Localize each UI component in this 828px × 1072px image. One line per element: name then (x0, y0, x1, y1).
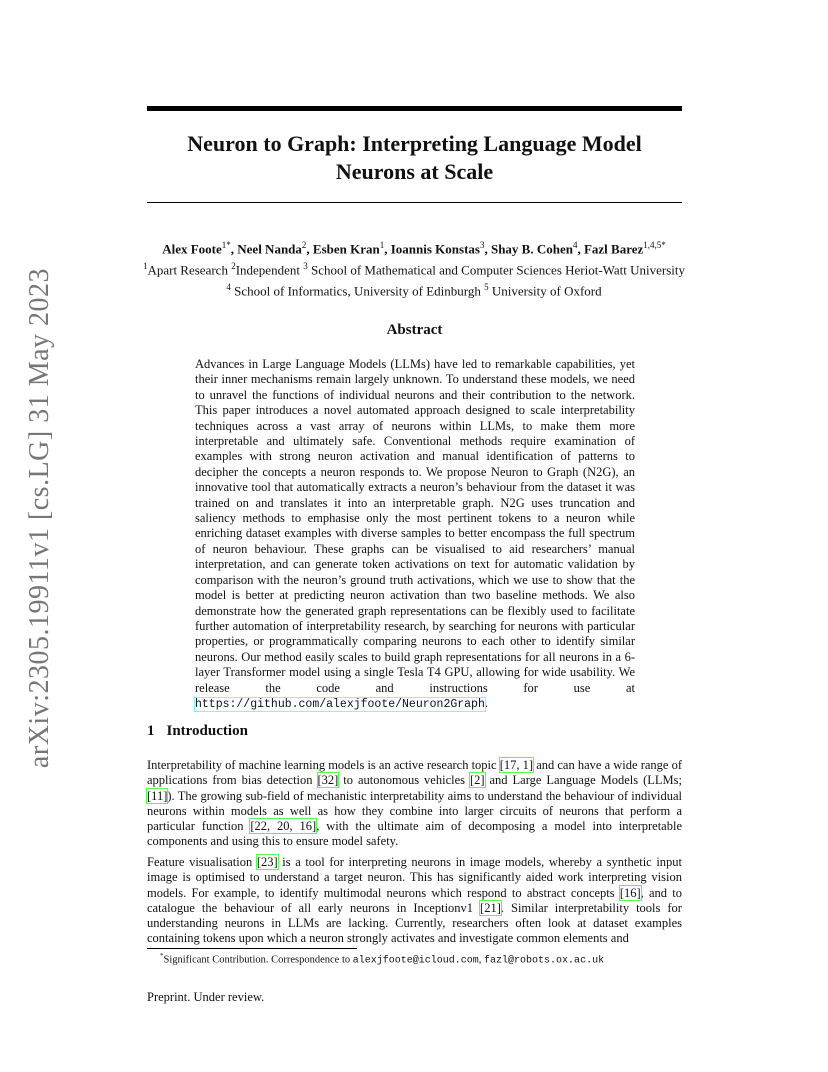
citation-link[interactable]: [23] (256, 855, 278, 869)
section-number: 1 (147, 723, 155, 739)
affil-text: University of Oxford (488, 282, 602, 298)
paragraph-text: , with the ultimate aim of decomposing a model into interpretable components and using this to ensure model safety. (147, 819, 682, 849)
footnote-separator: , (478, 954, 485, 966)
citation-link[interactable]: [2] (469, 773, 485, 788)
abstract-body (195, 357, 635, 712)
author-affil: 1 (379, 240, 385, 250)
author-name: , Shay B. Cohen (484, 241, 573, 257)
intro-paragraph-1 (147, 758, 682, 850)
paragraph-text: Feature visualisation (147, 855, 257, 869)
citation-link[interactable]: [16] (619, 885, 641, 900)
author-affil: 1,4,5* (643, 240, 666, 250)
title-line-2: Neurons at Scale (335, 159, 494, 184)
abstract-text: Advances in Large Language Models (LLMs) have led to remarkable capabilities, yet their inner mechanisms remain largely unknown. To understand these models, we need to unravel the functions of individual neurons and their contribution to the network. This paper introduces a novel automated approach designed to scale interpretability techniques across a vast array of neurons within LLMs, to make them more interpretable and ultimately safe. Conventional methods require examination of examples with strong neuron activation and manual identification of patterns to decipher the concepts a neuron responds to. We propose Neuron to Graph (N2G), an innovative tool that automatically extracts a neuron’s behaviour from the dataset it was trained on and translates it into an interpretable graph. N2G uses truncation and saliency methods to emphasise only the most pertinent tokens to a neuron while enriching dataset examples with diverse samples to better encompass the full spectrum of neuron behaviour. These graphs can be visualised to aid researchers’ manual interpretation, and can generate token activations on text for automatic validation by comparison with the neuron’s ground truth activations, which we use to show that the model is better at predicting neuron activation than two baseline methods. We also demonstrate how the generated graph representations can be flexibly used to facilitate further automation of interpretability research, by searching for neurons with particular properties, or programmatically comparing neurons to each other to identify similar neurons. Our method easily scales to build graph representations for all neurons in a 6-layer Transformer model using a single Tesla T4 GPU, allowing for wide usability. We release the code and instructions for use at (195, 357, 635, 695)
footnote-rule (147, 948, 357, 949)
author-name: , Fazl Barez (577, 241, 644, 257)
citation-link[interactable]: [21] (480, 900, 501, 915)
footnote-marker: * (160, 952, 164, 960)
affil-text: School of Mathematical and Computer Sciences Heriot-Watt University (307, 262, 686, 278)
affil-marker: 5 (484, 281, 489, 292)
author-affil: 3 (479, 240, 485, 250)
author-name: , Ioannis Konstas (384, 241, 480, 257)
affil-text: Apart Research (147, 262, 232, 278)
affil-marker: 1 (142, 260, 148, 271)
paper-title (147, 130, 682, 186)
author-name: , Neel Nanda (230, 241, 302, 257)
citation-link[interactable]: [17, 1] (499, 758, 534, 772)
affil-marker: 4 (226, 281, 231, 292)
author-name: , Esben Kran (306, 241, 380, 257)
affil-text: School of Informatics, University of Edinburgh (230, 282, 485, 298)
title-bottom-rule (147, 202, 682, 203)
paragraph-text: is a tool for interpreting neurons in image models, whereby a synthetic input image is optimised to understand a target neuron. This has significantly aided work interpreting vision models. For example, to identify multimodal neurons which respond to abstract concepts (147, 855, 683, 900)
author-affil: 4 (572, 240, 578, 250)
paragraph-text: and Large Language Models (LLMs; (484, 773, 682, 788)
code-repository-link[interactable]: https://github.com/alexjfoote/Neuron2Graph (195, 697, 485, 711)
arxiv-identifier-text: arXiv:2305.19911v1 [cs.LG] 31 May 2023 (24, 267, 55, 769)
author-names (130, 237, 698, 258)
email-link[interactable]: alexjfoote@icloud.com (352, 955, 479, 967)
footnote (160, 952, 604, 967)
paragraph-text: to autonomous vehicles (338, 773, 470, 788)
paragraph-text: Interpretability of machine learning models is an active research topic (147, 758, 500, 772)
title-line-1: Neuron to Graph: Interpreting Language Model (187, 131, 642, 156)
abstract-end: . (484, 695, 488, 710)
paragraph-text: , and to catalogue the behaviour of all early neurons in Inceptionv1 (147, 885, 682, 915)
affiliations-line-1 (130, 258, 698, 279)
paragraph-text: and can have a wide range of applications from bias detection (147, 758, 683, 788)
preprint-notice: Preprint. Under review. (147, 990, 265, 1004)
citation-link[interactable]: [22, 20, 16] (250, 819, 317, 834)
citation-link[interactable]: [32] (317, 773, 339, 788)
section-heading (147, 723, 248, 740)
author-name: Alex Foote (162, 241, 222, 257)
affiliations-line-2 (130, 279, 698, 300)
footnote-text: Significant Contribution. Correspondence to (163, 954, 353, 966)
title-top-rule (147, 106, 682, 111)
affil-marker: 3 (303, 260, 308, 271)
affil-marker: 2 (231, 260, 236, 271)
intro-paragraph-2 (147, 855, 682, 947)
affil-text: Independent (235, 262, 304, 278)
email-link[interactable]: fazl@robots.ox.ac.uk (484, 955, 605, 967)
paragraph-text: . Similar interpretability tools for understanding neurons in LLMs are lacking. Currently, researchers often look at dataset examples containing tokens upon which a neuron strongly activates and investigate common elements and (147, 900, 682, 946)
author-affil: 2 (301, 240, 307, 250)
author-block (130, 237, 698, 299)
arxiv-identifier (20, 267, 60, 769)
abstract-heading: Abstract (386, 322, 443, 338)
author-affil: 1* (221, 240, 231, 250)
section-title: Introduction (166, 723, 248, 739)
citation-link[interactable]: [11] (147, 788, 168, 803)
paragraph-text: ). The growing sub-field of mechanistic interpretability aims to understand the behaviour of individual neurons within models as well as how they combine into larger circuits of neurons that perform a particular function (147, 788, 682, 834)
